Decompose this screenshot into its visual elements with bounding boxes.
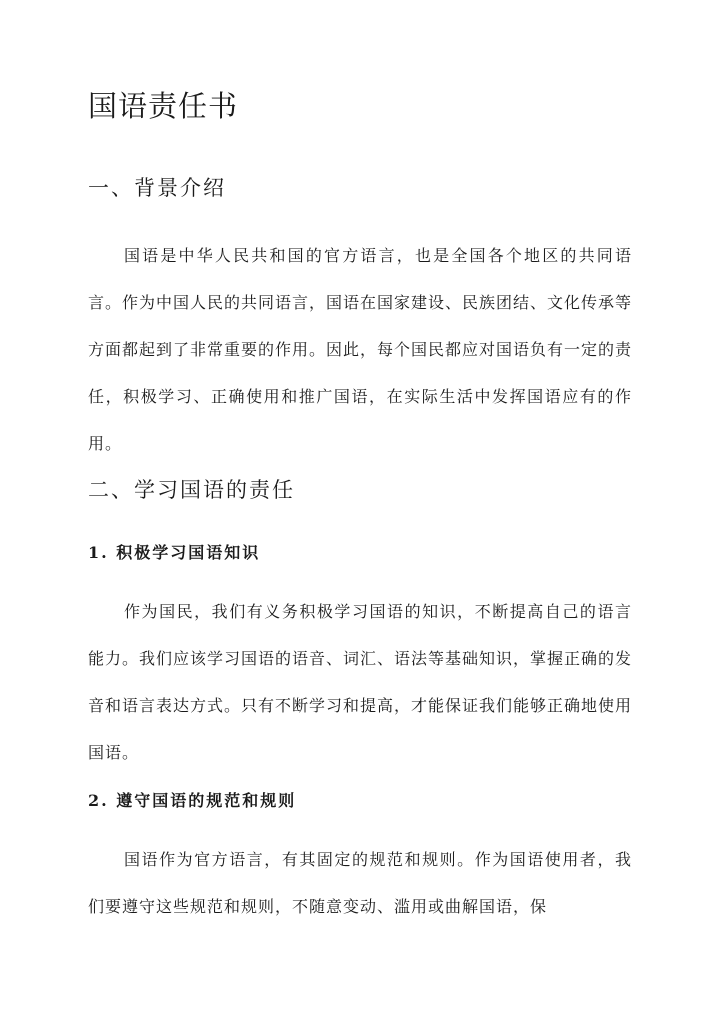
subsection-heading-learn: 1. 积极学习国语知识 — [88, 543, 261, 562]
subsection-heading-rules: 2. 遵守国语的规范和规则 — [88, 791, 297, 810]
subsection-paragraph-rules: 国语作为官方语言，有其固定的规范和规则。作为国语使用者，我们要遵守这些规范和规则，不随意变动、滥用或曲解国语，保 — [88, 850, 632, 916]
subsection-paragraph-learn: 作为国民，我们有义务积极学习国语的知识，不断提高自己的语言能力。我们应该学习国语的语音、词汇、语法等基础知识，掌握正确的发音和语言表达方式。只有不断学习和提高，才能保证我们能够正确地使用国语。 — [88, 602, 633, 762]
section-heading-background: 一、背景介绍 — [88, 176, 226, 200]
section-paragraph-background: 国语是中华人民共和国的官方语言，也是全国各个地区的共同语言。作为中国人民的共同语言，国语在国家建设、民族团结、文化传承等方面都起到了非常重要的作用。因此，每个国民都应对国语负有一定的责任，积极学习、正确使用和推广国语，在实际生活中发挥国语应有的作用。 — [88, 246, 633, 453]
document-title: 国语责任书 — [88, 89, 239, 123]
section-heading-responsibility: 二、学习国语的责任 — [88, 478, 295, 502]
